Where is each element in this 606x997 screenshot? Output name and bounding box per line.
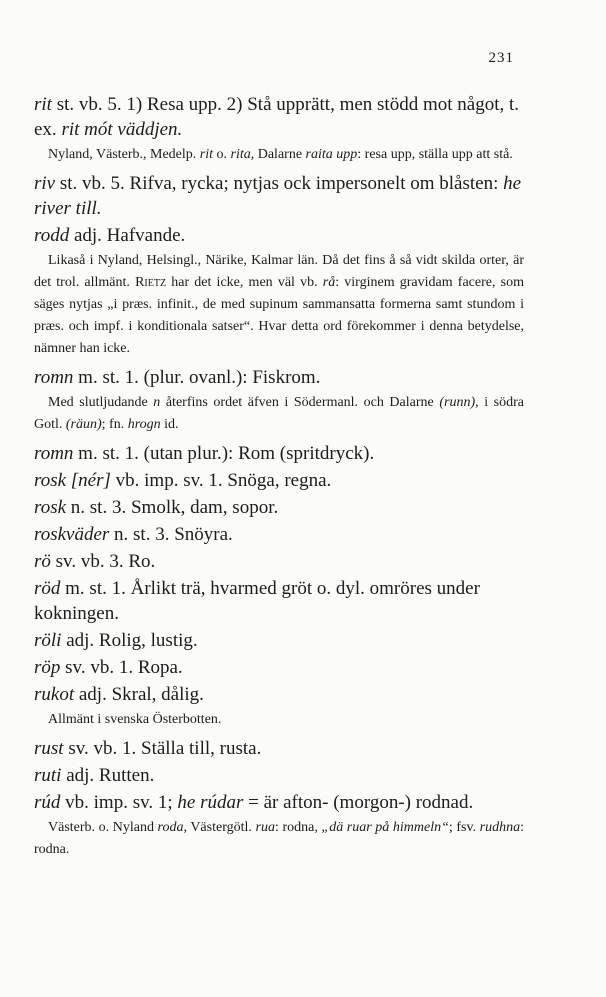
headword: röli: [34, 630, 62, 651]
entry-rosk: [34, 495, 524, 520]
note-text: , Västergötl.: [183, 820, 256, 835]
entry-rukot: [34, 682, 524, 707]
note-text: Med slutljudande: [48, 395, 154, 410]
entry-rodd: [34, 223, 524, 248]
note-text: ; fsv.: [448, 820, 480, 835]
note-text: : rodna.: [34, 820, 525, 857]
definition: Ställa till, rusta.: [141, 738, 262, 759]
grammar: n. st. 3.: [66, 497, 131, 518]
grammar: adj.: [69, 225, 107, 246]
note-rit: [34, 144, 524, 166]
definition: Smolk, dam, sopor.: [130, 497, 279, 518]
grammar: adj.: [61, 765, 99, 786]
definition: Rifva, rycka; nytjas ock impersonelt om blåsten:: [129, 173, 504, 194]
note-rud: [34, 817, 524, 861]
example: rit mót väddjen.: [61, 119, 183, 140]
grammar: adj.: [74, 684, 112, 705]
note-italic: rå: [322, 275, 336, 290]
grammar: m. st. 1.: [60, 578, 131, 599]
definition: (plur. ovanl.): Fiskrom.: [143, 367, 321, 388]
note-italic: rit: [199, 147, 213, 162]
grammar: sv. vb. 1.: [63, 738, 141, 759]
grammar: sv. vb. 1.: [60, 657, 138, 678]
headword: rúd: [34, 792, 61, 813]
author-name: Rietz: [135, 275, 167, 290]
note-text: Västerb. o. Nyland: [48, 820, 158, 835]
note-text: har det icke, men väl vb.: [166, 275, 323, 290]
note-text: : resa upp, ställa upp att stå.: [357, 147, 513, 162]
headword: romn: [34, 443, 74, 464]
note-text: Likaså i Nyland, Helsingl., Närike, Kalmar län. Då det fins å så vidt skilda orter, är det trol. allmänt.: [34, 253, 524, 290]
headword: rosk: [34, 497, 67, 518]
definition: Rutten.: [98, 765, 155, 786]
grammar: n. st. 3.: [109, 524, 175, 545]
entry-rop: [34, 655, 524, 680]
grammar: m. st. 1.: [73, 443, 144, 464]
grammar: st. vb. 5.: [51, 94, 127, 115]
note-italic: n: [153, 395, 161, 410]
note-text: , i södra Gotl.: [34, 395, 524, 432]
note-italic: rita: [230, 147, 251, 162]
note-text: : rodna,: [274, 820, 322, 835]
headword: romn: [34, 367, 74, 388]
definition: Ro.: [128, 551, 156, 572]
note-text: ; fn.: [101, 417, 128, 432]
grammar: sv. vb. 3.: [50, 551, 129, 572]
headword: rust: [34, 738, 64, 759]
definition: 1) Resa upp. 2) Stå upprätt, men stödd mot något, t. ex.: [34, 94, 520, 140]
grammar: adj.: [61, 630, 99, 651]
note-italic: roda: [157, 820, 184, 835]
headword: röd: [34, 578, 61, 599]
definition: Skral, dålig.: [111, 684, 204, 705]
note-text: id.: [160, 417, 179, 432]
headword: rosk [nér]: [34, 470, 111, 491]
note-italic: (runn): [439, 395, 476, 410]
headword: roskväder: [34, 524, 110, 545]
entries: [34, 92, 524, 866]
note-romn: [34, 392, 524, 436]
entry-rud: [34, 790, 524, 815]
note-italic: (räun): [65, 417, 102, 432]
entry-roli: [34, 628, 524, 653]
note-text: Nyland, Västerb., Medelp.: [48, 147, 200, 162]
page-number: 231: [488, 50, 514, 66]
note-italic: rudhna: [479, 820, 521, 835]
definition: (utan plur.): Rom (spritdryck).: [143, 443, 375, 464]
entry-roskvader: [34, 522, 524, 547]
note-text: återfins ordet äfven i Södermanl. och Dalarne: [160, 395, 440, 410]
example: he rúdar: [177, 792, 244, 813]
headword: riv: [34, 173, 56, 194]
entry-rit: [34, 92, 524, 142]
entry-riv: [34, 171, 524, 221]
definition: = är afton- (morgon-) rodnad.: [243, 792, 474, 813]
headword: ruti: [34, 765, 62, 786]
headword: rit: [34, 94, 52, 115]
note-italic: „dä ruar på himmeln“: [321, 820, 449, 835]
grammar: st. vb. 5.: [55, 173, 130, 194]
definition: Årlikt trä, hvarmed gröt o. dyl. omröres under kokningen.: [34, 578, 480, 624]
note-text: : virginem gravidam facere, som säges nytjas „i præs. infinit., de med supinum sammansatta formerna samt stundom i præs. och impf. i konditionala satser“. Hvar detta ord förekommer i denna betydelse, nämner han icke.: [34, 275, 524, 356]
grammar: vb. imp. sv. 1;: [60, 792, 178, 813]
entry-romn-1: [34, 365, 524, 390]
note-text: o.: [213, 147, 231, 162]
definition: Ropa.: [137, 657, 183, 678]
entry-rust: [34, 736, 524, 761]
note-italic: hrogn: [127, 417, 161, 432]
grammar: m. st. 1.: [73, 367, 144, 388]
entry-rosk-ner: [34, 468, 524, 493]
grammar: vb. imp. sv. 1.: [110, 470, 228, 491]
note-text: , Dalarne: [250, 147, 306, 162]
note-italic: raita upp: [305, 147, 358, 162]
example: he river till.: [34, 173, 522, 219]
headword: rö: [34, 551, 51, 572]
headword: rodd: [34, 225, 70, 246]
definition: Rolig, lustig.: [98, 630, 198, 651]
note-italic: rua: [255, 820, 275, 835]
entry-ruti: [34, 763, 524, 788]
note-text: Allmänt i svenska Österbotten.: [48, 712, 222, 727]
note-rukot: [34, 709, 524, 731]
headword: rukot: [34, 684, 75, 705]
definition: Snöyra.: [174, 524, 233, 545]
entry-rod-m: [34, 576, 524, 626]
note-rodd: [34, 250, 524, 360]
entry-ro: [34, 549, 524, 574]
definition: Hafvande.: [106, 225, 186, 246]
headword: röp: [34, 657, 61, 678]
definition: Snöga, regna.: [227, 470, 332, 491]
entry-romn-2: [34, 441, 524, 466]
